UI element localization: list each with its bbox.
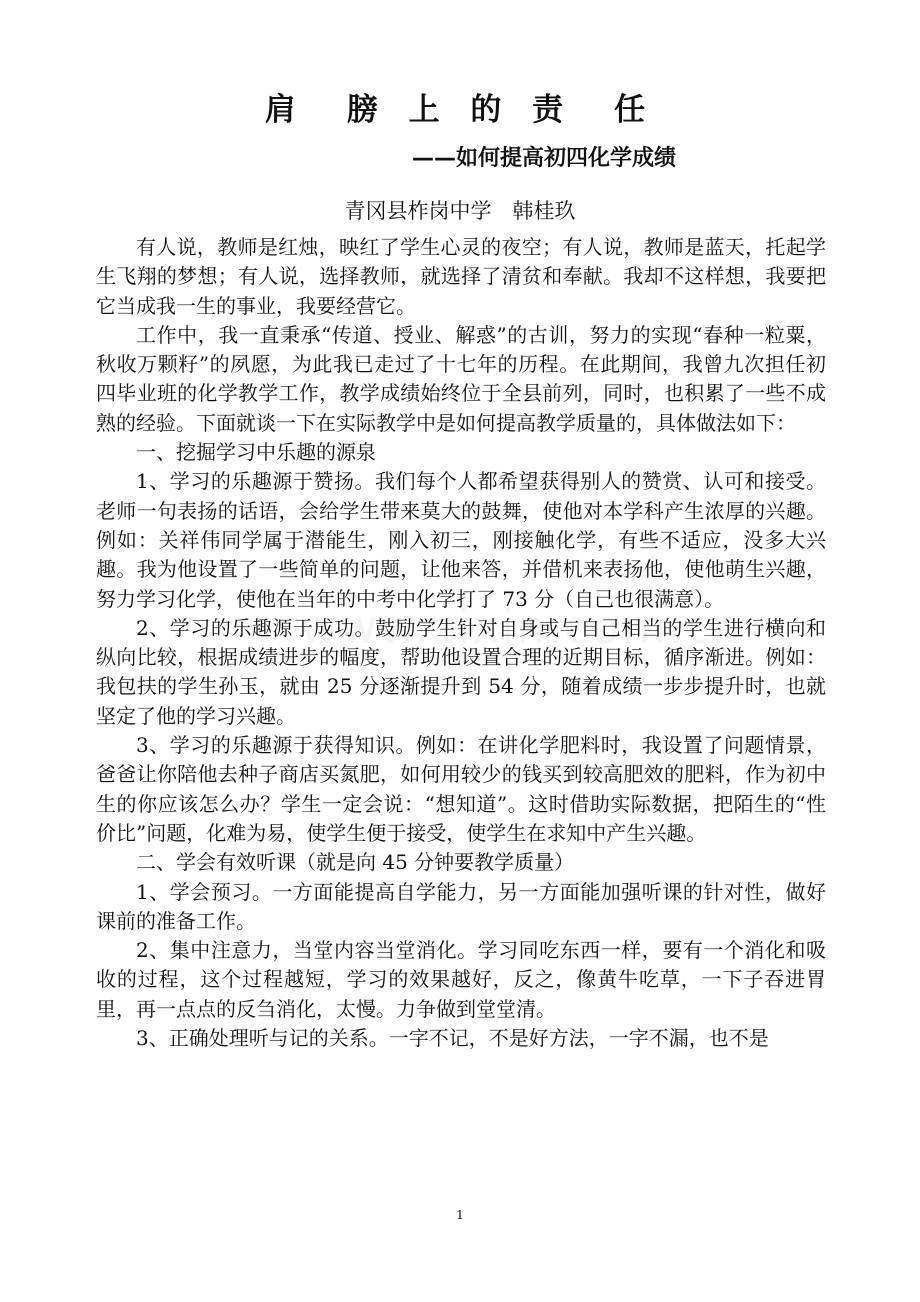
paragraph: 1、学会预习。一方面能提高自学能力，另一方面能加强听课的针对性，做好课前的准备工作。 — [96, 879, 826, 933]
paragraph: 工作中，我一直秉承“传道、授业、解惑”的古训，努力的实现“春种一粒粟，秋收万颗籽”的夙愿，为此我已走过了十七年的历程。在此期间，我曾九次担任初四毕业班的化学教学工作，教学成绩始终位于全县前列，同时，也积累了一些不成熟的经验。下面就谈一下在实际教学中是如何提高教学质量的，具体做法如下： — [96, 322, 826, 435]
page-title: 肩 膀 上 的 责 任 — [264, 92, 656, 128]
paragraph: 1、学习的乐趣源于赞扬。我们每个人都希望获得别人的赞赏、认可和接受。老师一句表扬的话语，会给学生带来莫大的鼓舞，使他对本学科产生浓厚的兴趣。例如：关祥伟同学属于潜能生，刚入初三，刚接触化学，有些不适应，没多大兴趣。我为他设置了一些简单的问题，让他来答，并借机来表扬他，使他萌生兴趣，努力学习化学，使他在当年的中考中化学打了 73 分（自己也很满意）。 — [96, 469, 826, 611]
paragraph: 有人说，教师是红烛，映红了学生心灵的夜空；有人说，教师是蓝天，托起学生飞翔的梦想；有人说，选择教师，就选择了清贫和奉献。我却不这样想，我要把它当成我一生的事业，我要经营它。 — [96, 235, 826, 318]
author-line: 青冈县柞岗中学 韩桂玖 — [344, 199, 576, 223]
section-heading: 二、学会有效听课（就是向 45 分钟要教学质量） — [136, 850, 575, 875]
paragraph: 2、学习的乐趣源于成功。鼓励学生针对自身或与自己相当的学生进行横向和纵向比较，根据成绩进步的幅度，帮助他设置合理的近期目标，循序渐进。例如：我包扶的学生孙玉，就由 25 分逐渐提升到 54 分，随着成绩一步步提升时，也就坚定了他的学习兴趣。 — [96, 615, 826, 728]
page-subtitle: ——如何提高初四化学成绩 — [412, 146, 677, 171]
section-heading: 一、挖掘学习中乐趣的源泉 — [136, 440, 376, 465]
paragraph: 3、学习的乐趣源于获得知识。例如：在讲化学肥料时，我设置了问题情景，爸爸让你陪他去种子商店买氮肥，如何用较少的钱买到较高肥效的肥料，作为初中生的你应该怎么办？学生一定会说：“想知道”。这时借助实际数据，把陌生的“性价比”问题，化难为易，使学生便于接受，使学生在求知中产生兴趣。 — [96, 733, 826, 845]
document-body — [96, 233, 826, 1053]
paragraph: 2、集中注意力，当堂内容当堂消化。学习同吃东西一样，要有一个消化和吸收的过程，这个过程越短，学习的效果越好，反之，像黄牛吃草，一下子吞进胃里，再一点点的反刍消化，太慢。力争做到堂堂清。 — [96, 938, 826, 1021]
page-number: 1 — [456, 1208, 464, 1222]
paragraph: 3、正确处理听与记的关系。一字不记，不是好方法，一字不漏，也不是 — [136, 1026, 769, 1051]
